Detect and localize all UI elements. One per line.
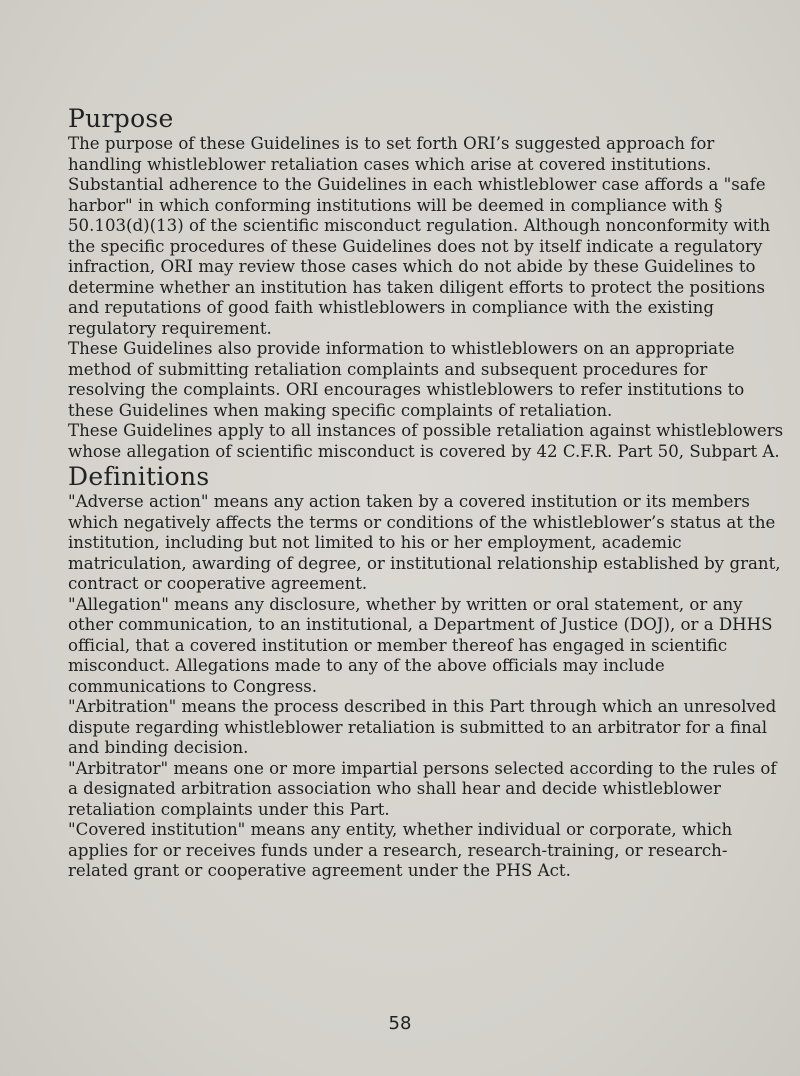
definitions-heading: Definitions bbox=[68, 462, 210, 491]
purpose-paragraph-1: The purpose of these Guidelines is to set forth ORI’s suggested approach for handling whistleblower retaliation cases which arise at covered institutions. Substantial adherence to the Guidelines in each whistleblower case affords a "safe harbor" in which conforming institutions will be deemed in compliance with § 50.103(d)(13) of the scientific misconduct regulation. Although nonconformity with the specific procedures of these Guidelines does not by itself indicate a regulatory infraction, ORI may review those cases which do not abide by these Guidelines to determine whether an institution has taken diligent efforts to protect the positions and reputations of good faith whistleblowers in compliance with the existing regulatory requirement. bbox=[68, 134, 771, 338]
page-number: 58 bbox=[388, 1013, 412, 1034]
purpose-paragraph-2: These Guidelines also provide information to whistleblowers on an appropriate method of submitting retaliation complaints and subsequent procedures for resolving the complaints. ORI encourages whistleblowers to refer institutions to these Guidelines when making specific complaints of retaliation. bbox=[68, 339, 745, 420]
purpose-paragraph-3: These Guidelines apply to all instances of possible retaliation against whistleblowers whose allegation of scientific misconduct is covered by 42 C.F.R. Part 50, Subpart A. bbox=[68, 421, 784, 461]
definition-allegation: "Allegation" means any disclosure, whether by written or oral statement, or any other communication, to an institutional, a Department of Justice (DOJ), or a DHHS official, that a covered institution or member thereof has engaged in scientific misconduct. Allegations made to any of the above officials may include communications to Congress. bbox=[68, 594, 773, 696]
purpose-heading: Purpose bbox=[68, 104, 174, 133]
page-content bbox=[68, 104, 786, 882]
definition-arbitration: "Arbitration" means the process described in this Part through which an unresolved dispute regarding whistleblower retaliation is submitted to an arbitrator for a final and binding decision. bbox=[68, 697, 777, 757]
definition-covered-institution: "Covered institution" means any entity, whether individual or corporate, which applies for or receives funds under a research, research-training, or research-related grant or cooperative agreement under the PHS Act. bbox=[68, 820, 733, 880]
definition-adverse-action: "Adverse action" means any action taken by a covered institution or its members which negatively affects the terms or conditions of the whistleblower’s status at the institution, including but not limited to his or her employment, academic matriculation, awarding of degree, or institutional relationship established by grant, contract or cooperative agreement. bbox=[68, 492, 781, 593]
definition-arbitrator: "Arbitrator" means one or more impartial persons selected according to the rules of a designated arbitration association who shall hear and decide whistleblower retaliation complaints under this Part. bbox=[68, 758, 777, 819]
